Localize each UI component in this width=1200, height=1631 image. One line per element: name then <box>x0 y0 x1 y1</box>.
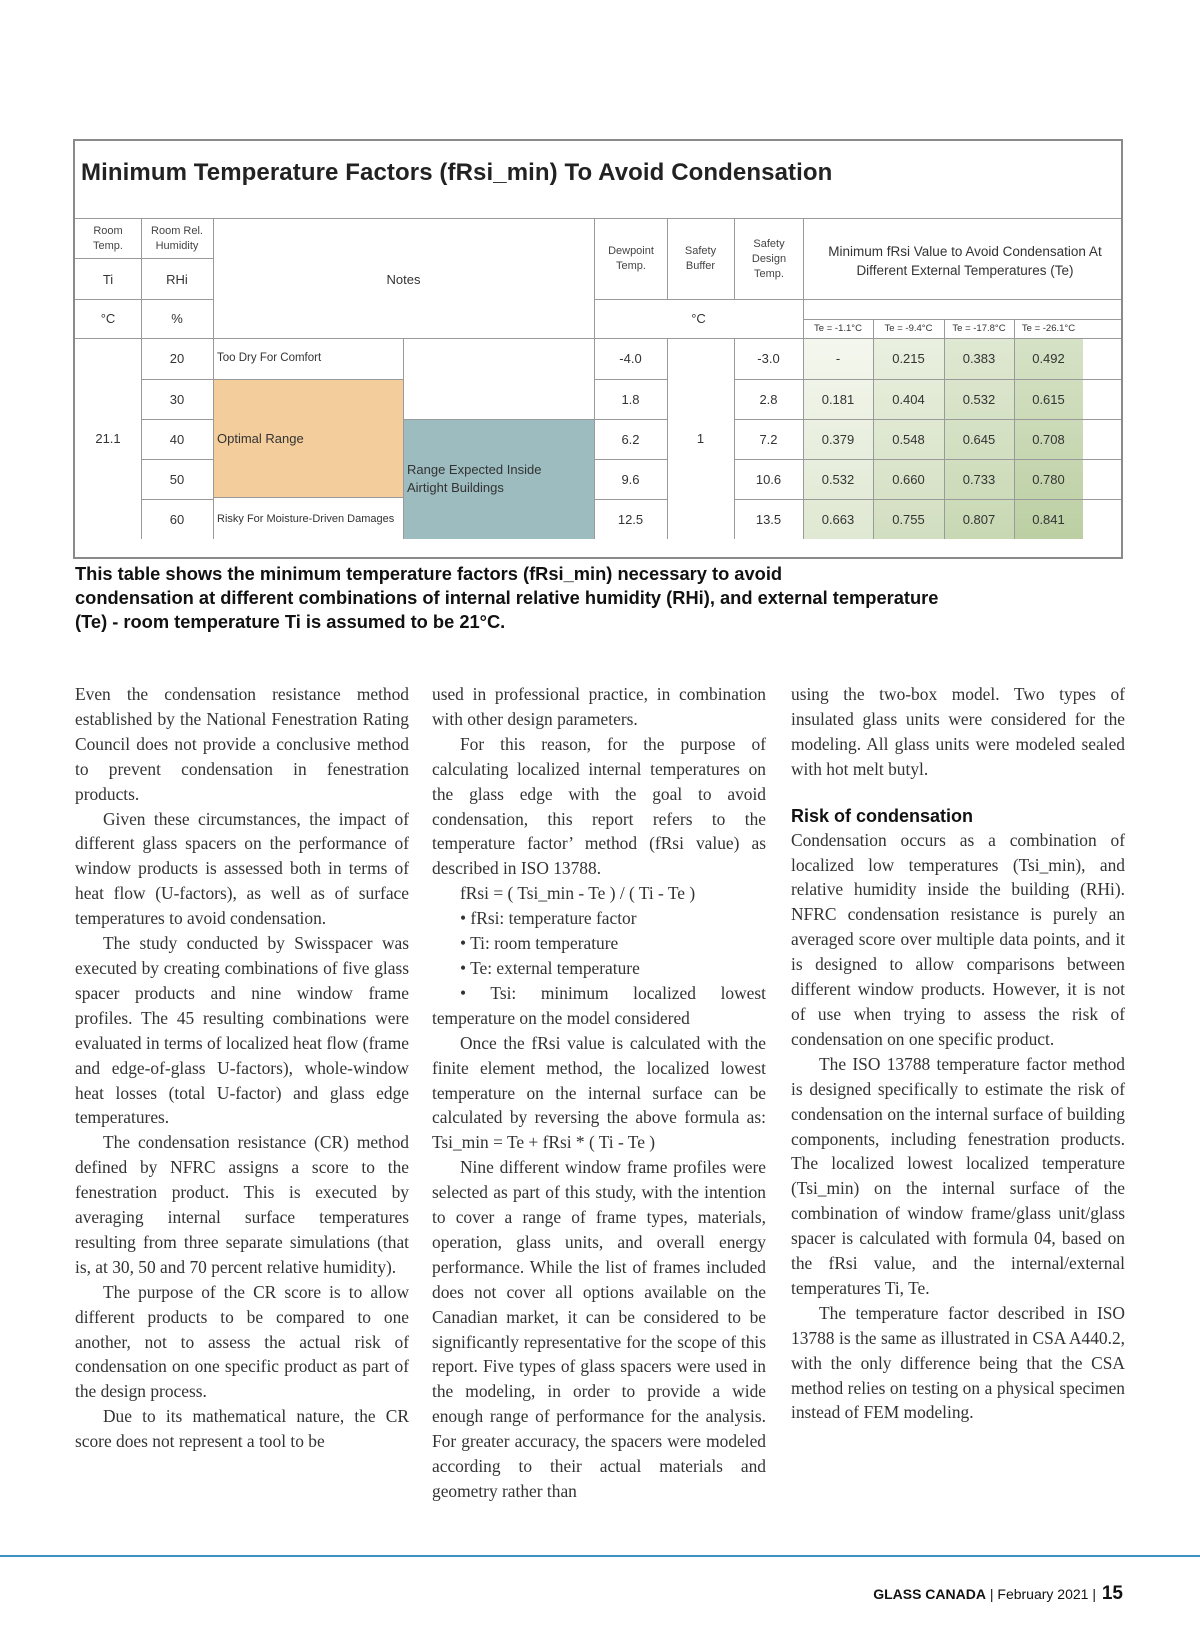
header-safety-design-temp: Safety Design Temp. <box>751 237 787 280</box>
design-temp-cell: 13.5 <box>755 511 782 527</box>
header-room-temp: Room Temp. <box>93 225 123 252</box>
rhi-cell: 20 <box>169 350 185 366</box>
frsi-cell: 0.780 <box>1032 471 1065 487</box>
paragraph: Condensation occurs as a combination of localized low temperatures (Tsi_min), and relative humidity inside the building (RHi). NFRC condensation resistance is purely an averaged score over multiple data points, and it is designed to allow comparisons between different window products. However, it is not of use when trying to assess the risk of condensation on one specific product. <box>791 829 1125 1049</box>
grid-line <box>403 419 594 420</box>
frsi-cell: 0.215 <box>892 350 925 366</box>
frsi-cell: 0.532 <box>821 471 855 487</box>
paragraph: Once the fRsi value is calculated with the finite element method, the localized lowest temperature on the internal surface can be calculated by reversing the above formula as: Tsi_min = Te + fRsi * ( Ti - Te ) <box>432 1032 766 1153</box>
caption-line: (Te) - room temperature Ti is assumed to be 21°C. <box>75 611 506 632</box>
paragraph: Nine different window frame profiles were selected as part of this study, with the intention to cover a range of frame types, materials, operation, glass units, and overall energy performance. While the list of frames included does not cover all options available on the Canadian market, it can be considered to be significantly representative for the scope of this report. Five types of glass spacers were used in the modeling, in order to provide a wide enough range of performance for the analysis. For greater accuracy, the spacers were modeled according to their actual materials and geometry rather than <box>432 1157 766 1501</box>
paragraph: used in professional practice, in combination with other design parameters. <box>432 684 766 729</box>
frsi-cell: 0.708 <box>1032 431 1065 447</box>
frsi-cell: 0.181 <box>821 391 855 407</box>
dewpoint-cell: 9.6 <box>621 471 640 487</box>
grid-line <box>667 218 668 299</box>
section-heading: Risk of condensation <box>791 805 974 826</box>
rhi-cell: 40 <box>169 431 185 447</box>
header-ti: Ti <box>102 271 114 287</box>
note-optimal-range: Optimal Range <box>217 430 304 446</box>
frsi-cell: 0.660 <box>892 471 925 487</box>
caption-line: This table shows the minimum temperature factors (fRsi_min) necessary to avoid <box>75 563 783 584</box>
page-footer <box>873 1583 1123 1605</box>
grid-line <box>213 497 403 498</box>
paragraph: The temperature factor described in ISO 13788 is the same as illustrated in CSA A440.2, with the only difference being that the CSA method relies on testing on a physical specimen instead of FEM modeling. <box>791 1302 1125 1423</box>
rhi-cell: 50 <box>169 471 185 487</box>
frsi-cell: 0.841 <box>1032 511 1065 527</box>
frsi-cell: 0.663 <box>821 511 855 527</box>
bullet-item: • Tsi: minimum localized lowest temperature on the model considered <box>432 982 766 1028</box>
frsi-cell: 0.645 <box>962 431 996 447</box>
header-unit-celsius: °C <box>100 311 116 326</box>
article-column-3 <box>791 682 1125 1425</box>
design-temp-cell: 7.2 <box>759 431 778 447</box>
rhi-cell: 60 <box>169 511 185 527</box>
footer-rule <box>0 1555 1200 1557</box>
frsi-cell: - <box>835 350 841 366</box>
bullet-item: • Ti: room temperature <box>460 933 619 954</box>
rhi-cell: 30 <box>169 391 185 407</box>
frsi-cell: 0.755 <box>892 511 925 527</box>
note-risky: Risky For Moisture-Driven Damages <box>217 513 395 525</box>
frsi-cell: 0.733 <box>962 471 996 487</box>
safety-buffer-value: 1 <box>696 431 705 446</box>
header-room-rel-humidity: Room Rel. Humidity <box>151 225 203 252</box>
paragraph: using the two-box model. Two types of insulated glass units were considered for the modeling. All glass units were modeled sealed with hot melt butyl. <box>791 684 1125 779</box>
dewpoint-cell: -4.0 <box>619 350 642 366</box>
header-dewpoint-temp: Dewpoint Temp. <box>608 245 654 272</box>
paragraph: The study conducted by Swisspacer was executed by creating combinations of five glass spacer products and nine window frame profiles. The 45 resulting combinations were evaluated in terms of localized heat flow (frame and edge-of-glass U-factors), whole-window heat losses (total U-factor) and glass edge temperatures. <box>75 933 409 1128</box>
frsi-cell: 0.404 <box>892 391 925 407</box>
table-caption <box>75 562 1135 634</box>
paragraph: For this reason, for the purpose of calculating localized internal temperatures on the glass edge with the goal to avoid condensation, this report refers to the temperature factor’ method (fRsi value) as described in ISO 13788. <box>432 733 766 879</box>
header-unit-percent: % <box>171 311 183 326</box>
article-column-1 <box>75 682 409 1454</box>
ti-value: 21.1 <box>95 431 121 446</box>
paragraph: The ISO 13788 temperature factor method is designed specifically to estimate the risk of condensation on the internal surface of building components, including fenestration products. The localized lowest localized temperature (Tsi_min) on the internal surface of the combination of window frame/glass unit/glass spacer is calculated with formula 04, based on the fRsi value, and the internal/external temperatures Ti, Te. <box>791 1053 1125 1298</box>
frsi-cell: 0.615 <box>1032 391 1065 407</box>
note-too-dry: Too Dry For Comfort <box>217 352 322 364</box>
grid-line <box>403 338 404 539</box>
design-temp-cell: 2.8 <box>759 391 778 407</box>
formula: fRsi = ( Tsi_min - Te ) / ( Ti - Te ) <box>460 883 696 904</box>
dewpoint-cell: 12.5 <box>617 511 644 527</box>
bullet-item: • Te: external temperature <box>460 957 640 978</box>
dewpoint-cell: 6.2 <box>621 431 640 447</box>
magazine-name: GLASS CANADA <box>873 1586 986 1602</box>
header-te-col-1: Te = -1.1°C <box>814 323 862 334</box>
header-te-col-2: Te = -9.4°C <box>884 323 933 334</box>
caption-line: condensation at different combinations of internal relative humidity (RHi), and external temperature <box>75 587 939 608</box>
design-temp-cell: -3.0 <box>757 350 780 366</box>
header-te-col-4: Te = -26.1°C <box>1021 323 1076 334</box>
grid-line <box>75 218 1121 219</box>
frsi-cell: 0.383 <box>962 350 996 366</box>
header-notes: Notes <box>386 271 421 287</box>
page-number: 15 <box>1101 1583 1123 1604</box>
header-safety-buffer: Safety Buffer <box>684 245 717 272</box>
table-title: Minimum Temperature Factors (fRsi_min) To Avoid Condensation <box>81 159 833 186</box>
header-rhi: RHi <box>166 271 188 287</box>
temperature-factor-table <box>73 139 1123 559</box>
paragraph: The purpose of the CR score is to allow different products to be compared to one another, not to assess the actual risk of condensation on one specific product as part of the design process. <box>75 1281 409 1402</box>
header-unit-celsius-2: °C <box>691 311 706 326</box>
grid-line <box>734 218 735 299</box>
paragraph: Given these circumstances, the impact of different glass spacers on the performance of window products is assessed both in terms of heat flow (U-factors), as well as of surface temperatures to avoid condensation. <box>75 808 409 929</box>
issue-date: | February 2021 | <box>989 1586 1096 1602</box>
frsi-cell: 0.807 <box>962 511 996 527</box>
note-airtight-range: Range Expected Inside Airtight Buildings <box>407 462 542 495</box>
header-min-frsi: Minimum fRsi Value to Avoid Condensation At Different External Temperatures (Te) <box>828 244 1102 278</box>
dewpoint-cell: 1.8 <box>621 391 640 407</box>
frsi-cell: 0.548 <box>892 431 925 447</box>
frsi-cell: 0.532 <box>962 391 996 407</box>
frsi-cell: 0.492 <box>1032 350 1065 366</box>
paragraph: Due to its mathematical nature, the CR score does not represent a tool to be <box>75 1406 409 1452</box>
frsi-cell: 0.379 <box>821 431 855 447</box>
paragraph: The condensation resistance (CR) method defined by NFRC assigns a score to the fenestration product. This is executed by averaging internal surface temperatures resulting from three separate simulations (that is, at 30, 50 and 70 percent relative humidity). <box>75 1132 409 1277</box>
paragraph: Even the condensation resistance method established by the National Fenestration Rating Council does not provide a conclusive method to prevent condensation in fenestration products. <box>75 684 409 804</box>
article-column-2 <box>432 682 766 1504</box>
bullet-item: • fRsi: temperature factor <box>460 908 637 929</box>
design-temp-cell: 10.6 <box>755 471 782 487</box>
header-te-col-3: Te = -17.8°C <box>952 323 1006 334</box>
